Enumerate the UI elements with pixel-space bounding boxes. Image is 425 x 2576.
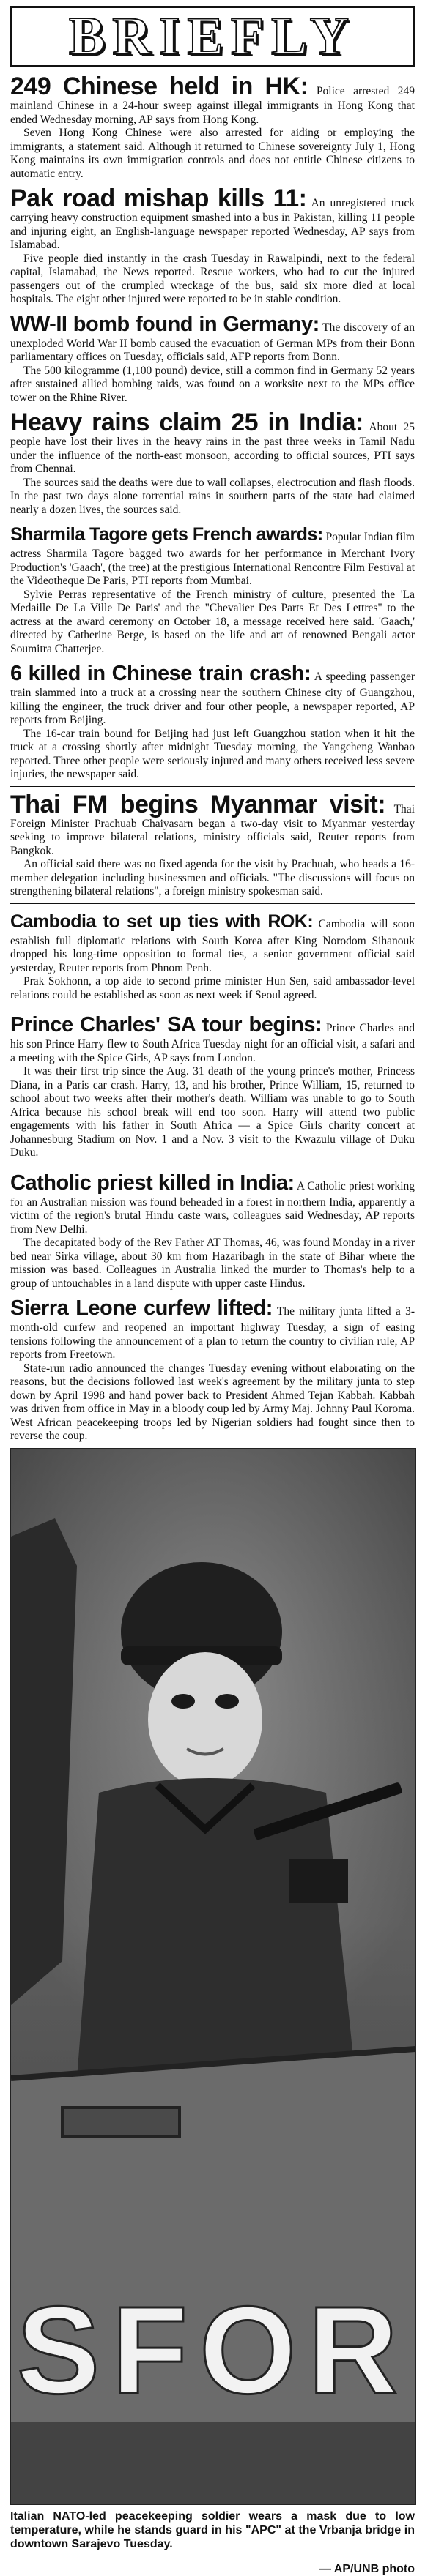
- story-text: Popular Indian film actress Sharmila Tagore bagged two awards for her performance in Merchant Ivory Production's 'Gaach', (the tree) at the prestigious International Rencontre Film Festival at the Videotheque De Paris, PTI reports from Mumbai.: [10, 531, 415, 587]
- story-headline: Sierra Leone curfew lifted:: [10, 1296, 273, 1320]
- story-pak-mishap: [10, 185, 415, 307]
- story-sharmila-tagore: [10, 521, 415, 656]
- story-paragraph: Prak Sokhonn, a top aide to second prime minister Hun Sen, said ambassador-level relations could be established as soon as next week if Seoul agreed.: [10, 975, 415, 1001]
- story-text: Thai Foreign Minister Prachuab Chaiyasarn began a two-day visit to Myanmar yesterday seeking to improve bilateral relations, ministry officials said, Reuter reports from Bangkok.: [10, 802, 415, 857]
- story-headline: Cambodia to set up ties with ROK:: [10, 911, 314, 932]
- story-paragraph: It was their first trip since the Aug. 31 death of the young prince's mother, Princess Diana, in a Paris car crash. Harry, 13, and his brother, Prince William, 15, returned to school about two weeks after their mother's death. William was unable to go to South Africa because his school break will end too soon. Harry will attend two public engagements with his father in South Africa — a Spice Girls charity concert at Johannesburg Stadium on Nov. 1 and a Nov. 3 visit to the Kwazulu village of Duku Duku.: [10, 1065, 415, 1159]
- story-headline: Heavy rains claim 25 in India:: [10, 408, 363, 436]
- mask-eye-right: [215, 1694, 239, 1709]
- story-paragraph: The sources said the deaths were due to wall collapses, electrocution and flash floods. In the past two days alone torrential rains in southern parts of the state had claimed nearly a dozen lives, the sources said.: [10, 476, 415, 516]
- story-text: The military junta lifted a 3-month-old curfew and reopened an important highway Tuesday, a sign of easing tensions following the announcement of a plan to return the country to civilian rule, AP reports from Freetown.: [10, 1305, 415, 1361]
- story-headline: Thai FM begins Myanmar visit:: [10, 790, 386, 818]
- story-paragraph: The 500 kilogramme (1,100 pound) device, still a common find in Germany 52 years after sustained allied bombing raids, was found on a worksite next to the MPs office tower on the Rhine River.: [10, 364, 415, 404]
- story-headline: 249 Chinese held in HK:: [10, 72, 308, 100]
- story-lead: [10, 908, 415, 976]
- apc-hatch: [62, 2108, 180, 2137]
- soldier-photo-illustration: [11, 1449, 415, 2504]
- story-lead: [10, 791, 415, 859]
- story-paragraph: Five people died instantly in the crash Tuesday in Rawalpindi, next to the federal capital, Islamabad, the News reported. Rescue workers, who had to cut the injured passengers out of the crumpled wreckage of the bus, said six more died at local hospitals. The eight other injured were reported to be in stable condition.: [10, 252, 415, 305]
- mask-eye-left: [171, 1694, 195, 1709]
- story-india-rains: [10, 409, 415, 517]
- story-paragraph: An official said there was no fixed agenda for the visit by Prachuab, who heads a 16-member delegation including businessmen and officials. "The discussions will focus on strengthening bilateral relations", a foreign ministry spokesman said.: [10, 858, 415, 897]
- story-paragraph: State-run radio announced the changes Tuesday evening without elaborating on the reasons, but the decisions followed last week's agreement by the military junta to step down by April 1998 and hand power back to President Ahmed Tejan Kabbah. Kabbah was driven from office in May in a bloody coup led by Army Maj. Johnny Paul Koroma. West African peacekeeping troops led by Nigerian soldiers had fought since then to reverse the coup.: [10, 1362, 415, 1442]
- sfor-marking: SFOR: [16, 2280, 410, 2420]
- story-china-train: [10, 660, 415, 782]
- story-text: A Catholic priest working for an Australian mission was found beheaded in a forest in northern India, apparently a victim of the region's brutal Hindu caste wars, colleagues said Wednesday, AP reports from New Delhi.: [10, 1179, 415, 1236]
- story-headline: Catholic priest killed in India:: [10, 1171, 295, 1195]
- weapon-mount: [289, 1859, 348, 1903]
- story-thai-fm: [10, 791, 415, 899]
- story-cambodia-rok: [10, 908, 415, 1003]
- soldier-mask: [148, 1652, 262, 1787]
- story-lead: [10, 521, 415, 589]
- story-catholic-priest: [10, 1170, 415, 1291]
- story-paragraph: The decapitated body of the Rev Father AT Thomas, 46, was found Monday in a river bed near Sirka village, about 30 km from Hazaribagh in the state of Bihar where the mission was based. Colleagues in Australia linked the murder to Thomas's help to a group of untouchables in a land dispute with upper caste Hindus.: [10, 1236, 415, 1290]
- story-headline: Sharmila Tagore gets French awards:: [10, 524, 323, 545]
- story-paragraph: The 16-car train bound for Beijing had just left Guangzhou station when it hit the truck at a crossing shortly after midnight Tuesday morning, the Yangcheng Wanbao reported. Three other people were seriously injured and many others received less severe injuries, the newspaper said.: [10, 727, 415, 780]
- divider-rule: [10, 786, 415, 787]
- story-text: About 25 people have lost their lives in the heavy rains in the past three weeks in Tamil Nadu under the influence of the north-east monsoon, according to official sources, PTI says from Chennai.: [10, 421, 415, 475]
- briefly-column: [10, 0, 415, 2576]
- news-photo: [10, 1448, 416, 2505]
- apc-lower-shadow: [11, 2422, 415, 2504]
- story-lead: [10, 1012, 415, 1065]
- story-paragraph: Sylvie Perras representative of the French ministry of culture, presented the 'La Medaille De La Ville De Paris' and the "Chevalier Des Parts Et Des Lettres" to the actress at the award ceremony on October 18, a message received here said. 'Gaach,' directed by Catherine Berge, is based on the life and art of renowned Bengali actor Soumitra Chatterjee.: [10, 588, 415, 655]
- story-prince-charles: [10, 1012, 415, 1160]
- story-lead: [10, 1295, 415, 1362]
- story-lead: [10, 1170, 415, 1237]
- divider-rule: [10, 903, 415, 904]
- story-text: Police arrested 249 mainland Chinese in a 24-hour sweep against illegal immigrants in Hong Kong that ended Wednesday morning, AP says from Hong Kong.: [10, 85, 415, 126]
- masthead-title: BRIEFLY: [68, 7, 357, 67]
- story-sierra-leone: [10, 1295, 415, 1444]
- story-lead: [10, 409, 415, 477]
- masthead: [10, 6, 415, 67]
- story-headline: Pak road mishap kills 11:: [10, 184, 307, 212]
- story-list: [10, 73, 415, 1444]
- story-headline: WW-II bomb found in Germany:: [10, 312, 319, 336]
- story-text: An unregistered truck carrying heavy construction equipment smashed into a bus in Pakistan, killing 11 people and injuring eight, an English-language newspaper reported Wednesday, AP says from Islamabad.: [10, 197, 415, 251]
- story-text: Cambodia will soon establish full diplomatic relations with South Korea after King Norodom Sihanouk dropped his long-time opposition to formal ties, a senior government official said yesterday, Reuter reports from Phnom Penh.: [10, 917, 415, 974]
- story-lead: [10, 185, 415, 253]
- photo-caption: Italian NATO-led peacekeeping soldier wears a mask due to low temperature, while he stands guard in his "APC" at the Vrbanja bridge in downtown Sarajevo Tuesday.: [10, 2509, 415, 2550]
- story-headline: 6 killed in Chinese train crash:: [10, 662, 311, 685]
- story-text: Prince Charles and his son Prince Harry flew to South Africa Tuesday night for an official visit, a safari and a meeting with the Spice Girls, AP says from London.: [10, 1022, 415, 1064]
- story-text: A speeding passenger train slammed into a truck at a crossing near the southern Chinese city of Guangzhou, killing the engineer, the truck driver and four other people, a newspaper reported, AP reports from Beijing.: [10, 671, 415, 726]
- story-lead: [10, 660, 415, 728]
- photo-credit: — AP/UNB photo: [319, 2562, 415, 2575]
- story-text: The discovery of an unexploded World War II bomb caused the evacuation of German MPs from their Bonn parliamentary offices on Tuesday, officials said, AFP reports from Bonn.: [10, 321, 415, 363]
- story-wwii-bomb: [10, 311, 415, 406]
- story-headline: Prince Charles' SA tour begins:: [10, 1013, 322, 1037]
- story-lead: [10, 73, 415, 127]
- story-hk-arrests: [10, 73, 415, 181]
- story-paragraph: Seven Hong Kong Chinese were also arrested for aiding or employing the immigrants, a statement said. Although it returned to Chinese sovereignty July 1, Hong Kong maintains its own immigration controls and does not entitle Chinese citizens to automatic entry.: [10, 127, 415, 180]
- story-lead: [10, 311, 415, 365]
